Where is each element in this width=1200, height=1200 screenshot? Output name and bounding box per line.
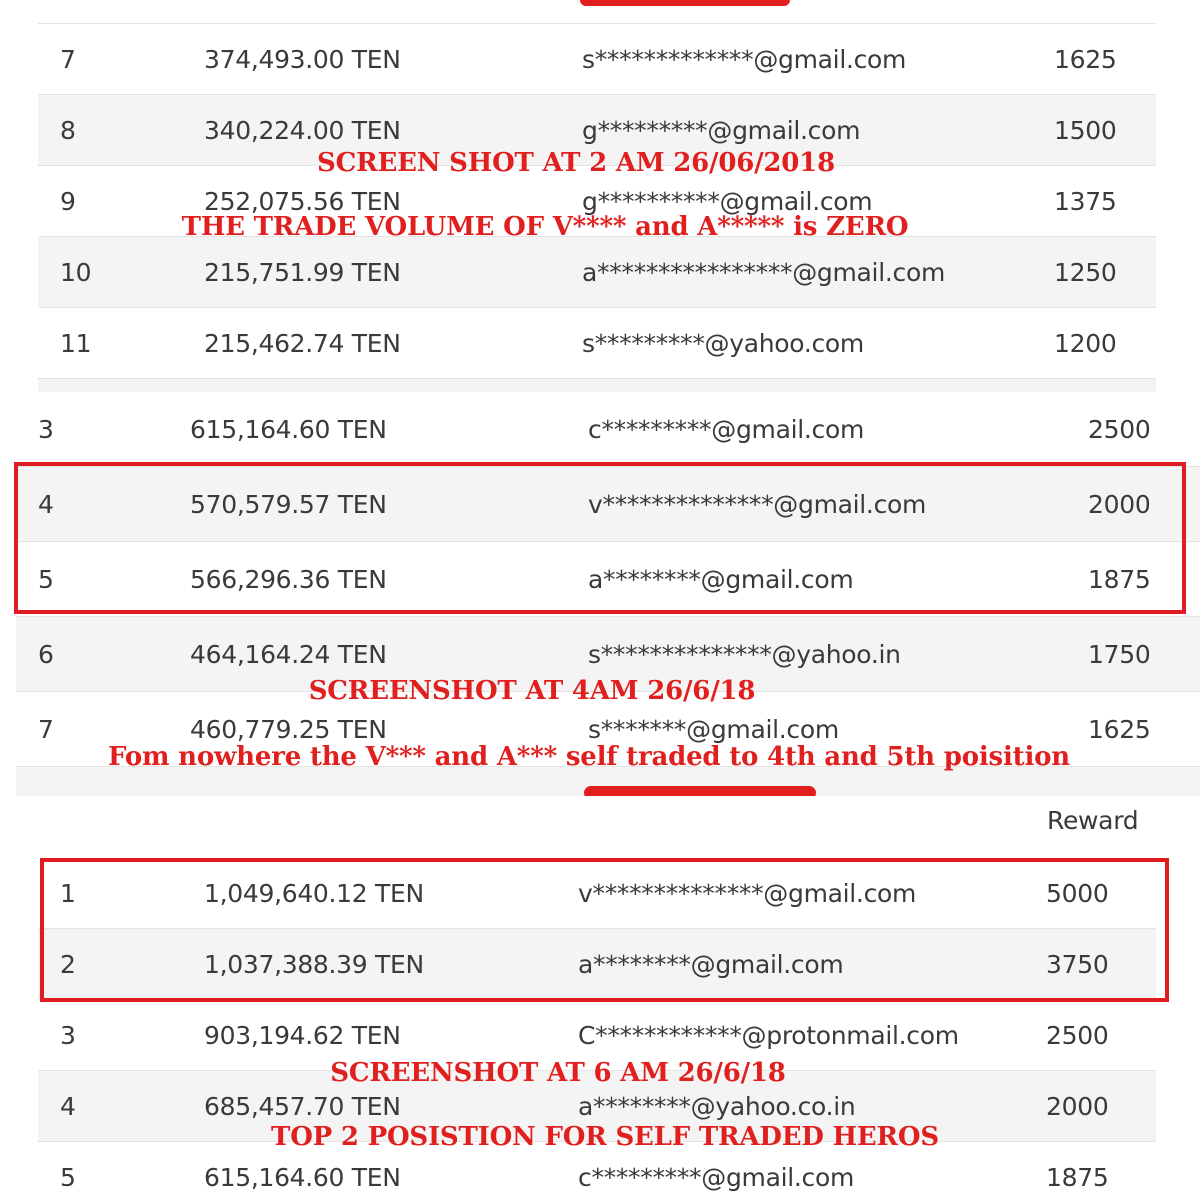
amount-cell: 685,457.70 TEN [204,1091,401,1121]
reward-cell: 2500 [1088,414,1151,444]
amount-cell: 215,751.99 TEN [204,257,401,287]
rank-cell: 4 [38,489,54,519]
table-row [16,392,1200,467]
reward-cell: 1375 [1054,186,1117,216]
amount-cell: 460,779.25 TEN [190,714,387,744]
redaction-scribble [584,786,816,796]
leaderboard-panel-6am [0,796,1200,1200]
amount-cell: 374,493.00 TEN [204,44,401,74]
email-cell: g**********@gmail.com [582,186,873,216]
email-cell: c*********@gmail.com [588,414,865,444]
rank-cell: 8 [60,115,76,145]
reward-cell: 2000 [1088,489,1151,519]
email-cell: a****************@gmail.com [582,257,945,287]
email-cell: s**************@yahoo.in [588,639,901,669]
table-row [38,308,1156,379]
rank-cell: 1 [60,878,76,908]
annotation-screenshot-time: SCREEN SHOT AT 2 AM 26/06/2018 [317,148,835,178]
amount-cell: 903,194.62 TEN [204,1020,401,1050]
email-cell: v**************@gmail.com [588,489,927,519]
amount-cell: 570,579.57 TEN [190,489,387,519]
rank-cell: 10 [60,257,92,287]
email-cell: a********@gmail.com [578,949,844,979]
reward-cell: 2500 [1046,1020,1109,1050]
annotation-self-traded: Fom nowhere the V*** and A*** self traded to 4th and 5th poisition [108,742,1070,772]
rank-cell: 6 [38,639,54,669]
rank-cell: 3 [38,414,54,444]
amount-cell: 340,224.00 TEN [204,115,401,145]
rank-cell: 11 [60,328,92,358]
highlight-box [40,858,1169,1002]
email-cell: a********@yahoo.co.in [578,1091,856,1121]
reward-cell: 1750 [1088,639,1151,669]
reward-cell: 1500 [1054,115,1117,145]
annotation-top-positions: TOP 2 POSISTION FOR SELF TRADED HEROS [271,1122,939,1152]
amount-cell: 615,164.60 TEN [204,1163,401,1192]
amount-cell: 1,049,640.12 TEN [204,878,424,908]
rank-cell: 3 [60,1020,76,1050]
email-cell: C************@protonmail.com [578,1020,959,1050]
redaction-scribble [580,0,790,6]
amount-cell: 1,037,388.39 TEN [204,949,424,979]
email-cell: s*********@yahoo.com [582,328,864,358]
rank-cell: 4 [60,1091,76,1121]
leaderboard-panel-2am [0,0,1200,392]
reward-cell: 2000 [1046,1091,1109,1121]
annotation-screenshot-time: SCREENSHOT AT 6 AM 26/6/18 [330,1058,786,1088]
table-row [38,24,1156,95]
table-row-partial [38,379,1156,392]
annotation-trade-volume: THE TRADE VOLUME OF V**** and A***** is ZERO [181,212,909,242]
email-cell: a********@gmail.com [588,564,854,594]
reward-cell: 1875 [1046,1163,1109,1192]
rank-cell: 7 [60,44,76,74]
reward-cell: 5000 [1046,878,1109,908]
amount-cell: 615,164.60 TEN [190,414,387,444]
leaderboard-panel-4am [0,392,1200,796]
highlight-box [14,462,1186,614]
table-row [38,237,1156,308]
rank-cell: 5 [60,1163,76,1192]
email-cell: s*************@gmail.com [582,44,907,74]
annotation-screenshot-time: SCREENSHOT AT 4AM 26/6/18 [308,676,756,706]
email-cell: v**************@gmail.com [578,878,917,908]
email-cell: g*********@gmail.com [582,115,861,145]
reward-cell: 1625 [1054,44,1117,74]
rank-cell: 7 [38,714,54,744]
email-cell: s*******@gmail.com [588,714,839,744]
rank-cell: 5 [38,564,54,594]
amount-cell: 215,462.74 TEN [204,328,401,358]
amount-cell: 566,296.36 TEN [190,564,387,594]
amount-cell: 464,164.24 TEN [190,639,387,669]
email-cell: c*********@gmail.com [578,1163,855,1192]
reward-cell: 3750 [1046,949,1109,979]
amount-cell: 252,075.56 TEN [204,186,401,216]
reward-cell: 1625 [1088,714,1151,744]
reward-cell: 1250 [1054,257,1117,287]
rank-cell: 2 [60,949,76,979]
reward-cell: 1200 [1054,328,1117,358]
rank-cell: 9 [60,186,76,216]
reward-cell: 1875 [1088,564,1151,594]
reward-column-header: Reward [1047,806,1139,835]
